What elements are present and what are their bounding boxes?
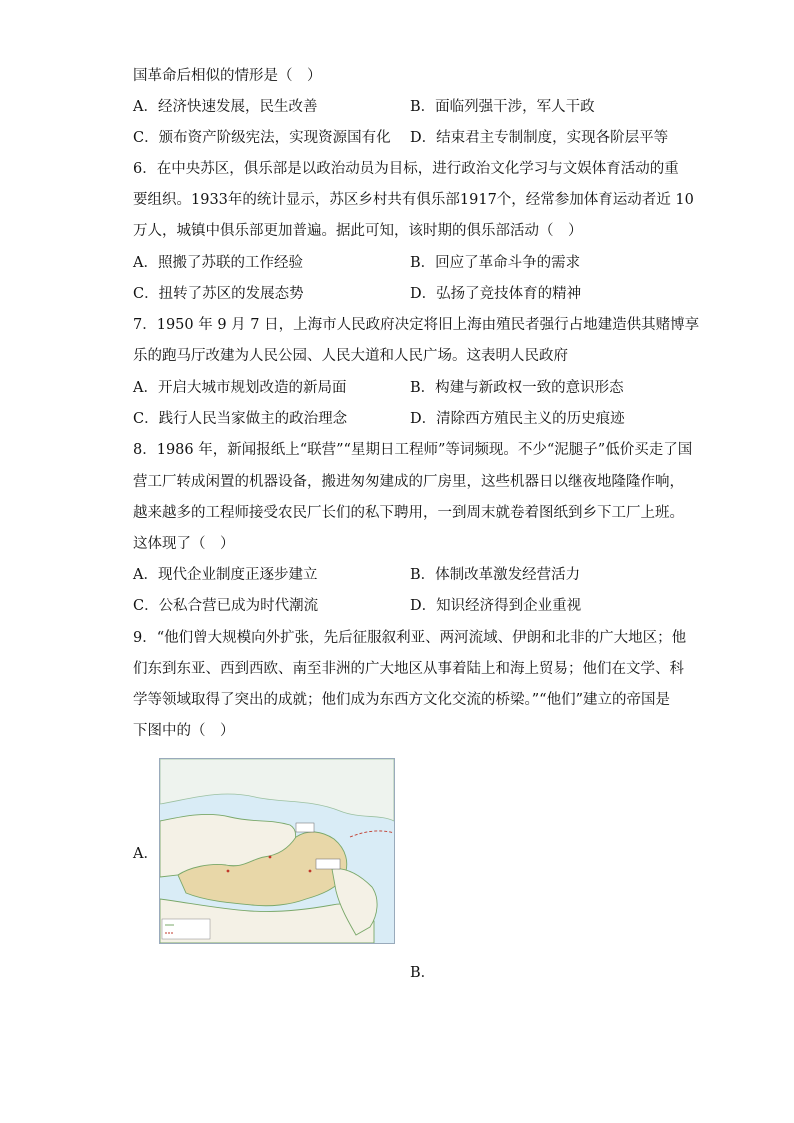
- option-7c[interactable]: C．践行人民当家做主的政治理念: [133, 411, 348, 427]
- option-8d[interactable]: D．知识经济得到企业重视: [410, 598, 582, 614]
- option-9a-map-image[interactable]: [159, 758, 395, 944]
- question-8-line-2: 营工厂转成闲置的机器设备，搬进匆匆建成的厂房里，这些机器日以继夜地隆隆作响，: [133, 474, 684, 490]
- question-8-line-4: 这体现了（ ）: [133, 536, 235, 552]
- option-6a[interactable]: A．照搬了苏联的工作经验: [133, 255, 303, 271]
- option-9a-label[interactable]: A．: [133, 846, 158, 862]
- option-6d[interactable]: D．弘扬了竞技体育的精神: [410, 286, 582, 302]
- question-9-line-1: 9．“他们曾大规模向外扩张，先后征服叙利亚、两河流域、伊朗和北非的广大地区；他: [133, 630, 687, 646]
- map-city-dot-1: [269, 856, 272, 859]
- option-8a[interactable]: A．现代企业制度正逐步建立: [133, 567, 318, 583]
- option-5d[interactable]: D．结束君主专制制度，实现各阶层平等: [410, 130, 669, 146]
- option-7d[interactable]: D．清除西方殖民主义的历史痕迹: [410, 411, 625, 427]
- option-5c[interactable]: C．颁布资产阶级宪法，实现资源国有化: [133, 130, 391, 146]
- option-7b[interactable]: B．构建与新政权一致的意识形态: [410, 380, 624, 396]
- map-city-dot-2: [309, 870, 312, 873]
- option-5a[interactable]: A．经济快速发展，民生改善: [133, 99, 318, 115]
- option-8b[interactable]: B．体制改革激发经营活力: [410, 567, 581, 583]
- option-5b[interactable]: B．面临列强干涉，军人干政: [410, 99, 595, 115]
- map-city-dot-3: [227, 870, 230, 873]
- map-label-box-2: [316, 859, 340, 869]
- map-label-box-1: [296, 823, 314, 832]
- option-7a[interactable]: A．开启大城市规划改造的新局面: [133, 380, 347, 396]
- question-6-line-2: 要组织。1933年的统计显示，苏区乡村共有俱乐部1917个，经常参加体育运动者近 10: [133, 192, 694, 208]
- question-7-line-1: 7．1950 年 9 月 7 日，上海市人民政府决定将旧上海由殖民者强行占地建造供其赌博享: [133, 317, 700, 333]
- question-6-line-1: 6．在中央苏区，俱乐部是以政治动员为目标，进行政治文化学习与文娱体育活动的重: [133, 161, 679, 177]
- question-9-line-2: 们东到东亚、西到西欧、南至非洲的广大地区从事着陆上和海上贸易；他们在文学、科: [133, 661, 684, 677]
- map-legend: [162, 919, 210, 939]
- question-9-line-3: 学等领域取得了突出的成就；他们成为东西方文化交流的桥梁。”“他们”建立的帝国是: [133, 692, 670, 708]
- option-8c[interactable]: C．公私合营已成为时代潮流: [133, 598, 319, 614]
- question-7-line-2: 乐的跑马厅改建为人民公园、人民大道和人民广场。这表明人民政府: [133, 348, 568, 364]
- question-8-line-1: 8．1986 年，新闻报纸上“联营”“星期日工程师”等词频现。不少“泥腿子”低价买走了国: [133, 442, 693, 458]
- option-6b[interactable]: B．回应了革命斗争的需求: [410, 255, 581, 271]
- option-9b-label[interactable]: B．: [410, 965, 436, 981]
- question-stem-continuation: 国革命后相似的情形是（ ）: [133, 68, 322, 84]
- question-6-line-3: 万人，城镇中俱乐部更加普遍。据此可知，该时期的俱乐部活动（ ）: [133, 223, 583, 239]
- option-6c[interactable]: C．扭转了苏区的发展态势: [133, 286, 304, 302]
- question-9-line-4: 下图中的（ ）: [133, 723, 235, 739]
- question-8-line-3: 越来越多的工程师接受农民厂长们的私下聘用，一到周末就卷着图纸到乡下工厂上班。: [133, 505, 684, 521]
